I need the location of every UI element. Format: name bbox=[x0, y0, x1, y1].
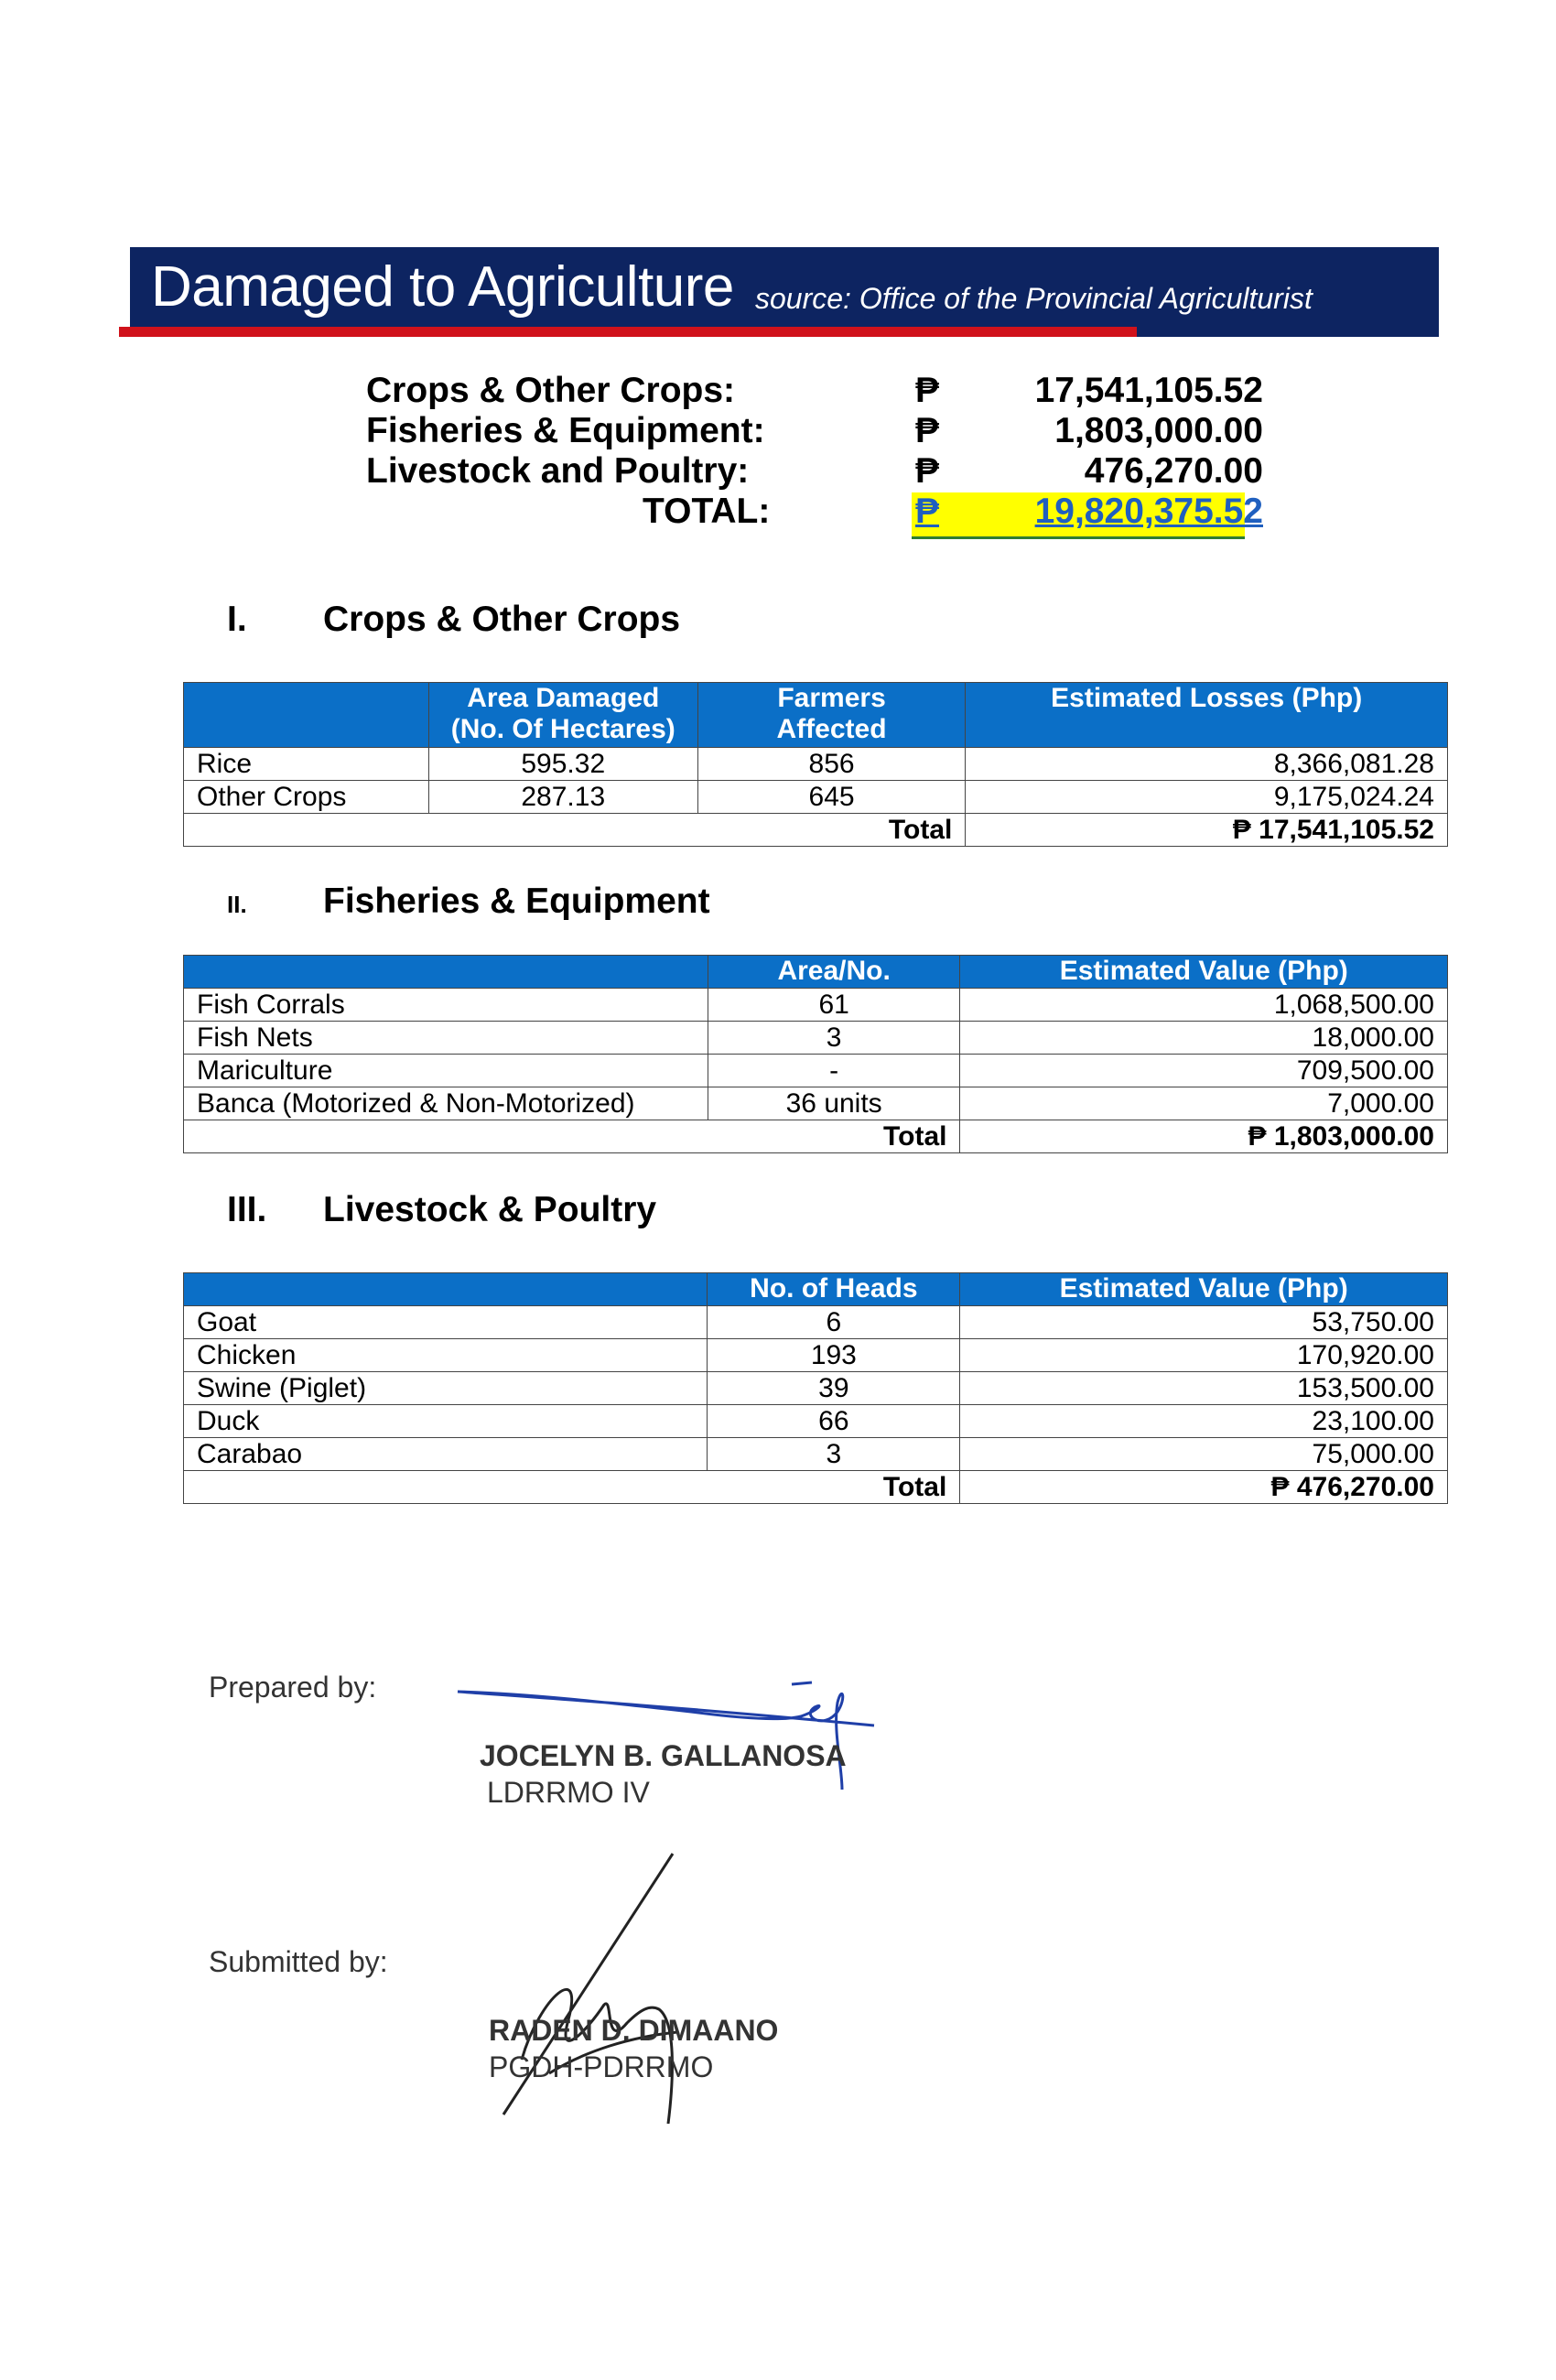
header-text: Affected bbox=[776, 714, 887, 744]
qty-cell: 61 bbox=[708, 989, 960, 1022]
total-value: ₱ 1,803,000.00 bbox=[960, 1120, 1448, 1153]
header-cell-value: Estimated Value (Php) bbox=[960, 1273, 1448, 1306]
header-text: Farmers bbox=[777, 683, 886, 713]
table-row bbox=[184, 989, 1448, 1022]
currency-symbol: ₱ bbox=[915, 492, 940, 531]
table-header-row bbox=[184, 956, 1448, 989]
item-cell: Mariculture bbox=[184, 1055, 708, 1087]
qty-cell: 39 bbox=[708, 1372, 960, 1405]
qty-cell: - bbox=[708, 1055, 960, 1087]
table-row bbox=[184, 1055, 1448, 1087]
total-label: Total bbox=[184, 814, 966, 847]
section-title: Fisheries & Equipment bbox=[323, 882, 710, 921]
prepared-by-label: Prepared by: bbox=[209, 1671, 377, 1704]
submitted-by-position: PGDH-PDRRMO bbox=[489, 2050, 714, 2083]
header-cell-area bbox=[428, 683, 697, 748]
farmers-cell: 856 bbox=[697, 748, 966, 781]
total-label: Total bbox=[184, 1471, 960, 1504]
signature-dimaano bbox=[467, 1849, 741, 2142]
submitted-by-label: Submitted by: bbox=[209, 1945, 388, 1978]
total-label: TOTAL: bbox=[643, 492, 771, 531]
summary-label: Livestock and Poultry: bbox=[366, 451, 750, 491]
item-cell: Other Crops bbox=[184, 781, 429, 814]
value-cell: 18,000.00 bbox=[960, 1022, 1448, 1055]
header-cell-losses: Estimated Losses (Php) bbox=[966, 683, 1448, 748]
loss-cell: 8,366,081.28 bbox=[966, 748, 1448, 781]
prepared-by-position: LDRRMO IV bbox=[487, 1776, 650, 1809]
section-title: Crops & Other Crops bbox=[323, 600, 681, 639]
source-note: source: Office of the Provincial Agriculturist bbox=[755, 282, 1313, 315]
table-row bbox=[184, 1405, 1448, 1438]
currency-symbol: ₱ bbox=[915, 411, 940, 450]
section-numeral: III. bbox=[227, 1190, 267, 1229]
currency-symbol: ₱ bbox=[915, 371, 940, 410]
fisheries-table bbox=[183, 955, 1448, 1153]
total-label: Total bbox=[184, 1120, 960, 1153]
table-row bbox=[184, 748, 1448, 781]
table-row bbox=[184, 1087, 1448, 1120]
prepared-by-name: JOCELYN B. GALLANOSA bbox=[480, 1739, 847, 1772]
qty-cell: 3 bbox=[708, 1438, 960, 1471]
section-heading-fisheries bbox=[227, 882, 710, 922]
value-cell: 709,500.00 bbox=[960, 1055, 1448, 1087]
summary-row-livestock bbox=[366, 451, 1263, 492]
table-row bbox=[184, 1022, 1448, 1055]
area-cell: 287.13 bbox=[428, 781, 697, 814]
header-cell-qty: No. of Heads bbox=[708, 1273, 960, 1306]
summary-label: Crops & Other Crops: bbox=[366, 371, 736, 410]
header-text: Area Damaged bbox=[467, 683, 660, 713]
table-row bbox=[184, 1306, 1448, 1339]
currency-symbol: ₱ bbox=[915, 451, 940, 491]
item-cell: Fish Corrals bbox=[184, 989, 708, 1022]
table-row bbox=[184, 781, 1448, 814]
header-cell-item bbox=[184, 1273, 708, 1306]
section-heading-crops bbox=[227, 600, 680, 640]
header-cell-qty: Area/No. bbox=[708, 956, 960, 989]
total-value: ₱ 17,541,105.52 bbox=[966, 814, 1448, 847]
header-cell-item bbox=[184, 956, 708, 989]
total-value: ₱ 476,270.00 bbox=[960, 1471, 1448, 1504]
submitted-by-name: RADEN D. DIMAANO bbox=[489, 2014, 779, 2047]
value-cell: 53,750.00 bbox=[960, 1306, 1448, 1339]
section-heading-livestock bbox=[227, 1190, 656, 1230]
table-total-row bbox=[184, 1471, 1448, 1504]
item-cell: Rice bbox=[184, 748, 429, 781]
section-title: Livestock & Poultry bbox=[323, 1190, 657, 1229]
summary-row-crops bbox=[366, 371, 1263, 411]
summary-value: 17,541,105.52 bbox=[1034, 371, 1263, 410]
table-header-row bbox=[184, 1273, 1448, 1306]
item-cell: Chicken bbox=[184, 1339, 708, 1372]
item-cell: Banca (Motorized & Non-Motorized) bbox=[184, 1087, 708, 1120]
area-cell: 595.32 bbox=[428, 748, 697, 781]
item-cell: Duck bbox=[184, 1405, 708, 1438]
header-text: (No. Of Hectares) bbox=[450, 714, 675, 744]
item-cell: Carabao bbox=[184, 1438, 708, 1471]
item-cell: Fish Nets bbox=[184, 1022, 708, 1055]
value-cell: 7,000.00 bbox=[960, 1087, 1448, 1120]
value-cell: 153,500.00 bbox=[960, 1372, 1448, 1405]
qty-cell: 6 bbox=[708, 1306, 960, 1339]
header-accent-bar bbox=[119, 327, 1137, 337]
value-cell: 170,920.00 bbox=[960, 1339, 1448, 1372]
summary-value: 476,270.00 bbox=[1084, 451, 1263, 491]
qty-cell: 66 bbox=[708, 1405, 960, 1438]
livestock-table bbox=[183, 1272, 1448, 1504]
qty-cell: 36 units bbox=[708, 1087, 960, 1120]
table-header-row bbox=[184, 683, 1448, 748]
summary-row-total bbox=[366, 492, 1263, 532]
total-value: 19,820,375.52 bbox=[1034, 492, 1263, 531]
table-total-row bbox=[184, 1120, 1448, 1153]
table-row bbox=[184, 1372, 1448, 1405]
table-total-row bbox=[184, 814, 1448, 847]
header-cell-value: Estimated Value (Php) bbox=[960, 956, 1448, 989]
header-cell-item bbox=[184, 683, 429, 748]
qty-cell: 3 bbox=[708, 1022, 960, 1055]
header-cell-farmers bbox=[697, 683, 966, 748]
page-title: Damaged to Agriculture bbox=[151, 255, 734, 319]
table-row bbox=[184, 1438, 1448, 1471]
table-row bbox=[184, 1339, 1448, 1372]
summary-value: 1,803,000.00 bbox=[1054, 411, 1263, 450]
item-cell: Swine (Piglet) bbox=[184, 1372, 708, 1405]
loss-cell: 9,175,024.24 bbox=[966, 781, 1448, 814]
section-numeral: II. bbox=[227, 891, 247, 918]
section-numeral: I. bbox=[227, 600, 247, 639]
item-cell: Goat bbox=[184, 1306, 708, 1339]
value-cell: 23,100.00 bbox=[960, 1405, 1448, 1438]
crops-table bbox=[183, 682, 1448, 847]
value-cell: 75,000.00 bbox=[960, 1438, 1448, 1471]
qty-cell: 193 bbox=[708, 1339, 960, 1372]
farmers-cell: 645 bbox=[697, 781, 966, 814]
summary-row-fisheries bbox=[366, 411, 1263, 451]
value-cell: 1,068,500.00 bbox=[960, 989, 1448, 1022]
summary-label: Fisheries & Equipment: bbox=[366, 411, 765, 450]
